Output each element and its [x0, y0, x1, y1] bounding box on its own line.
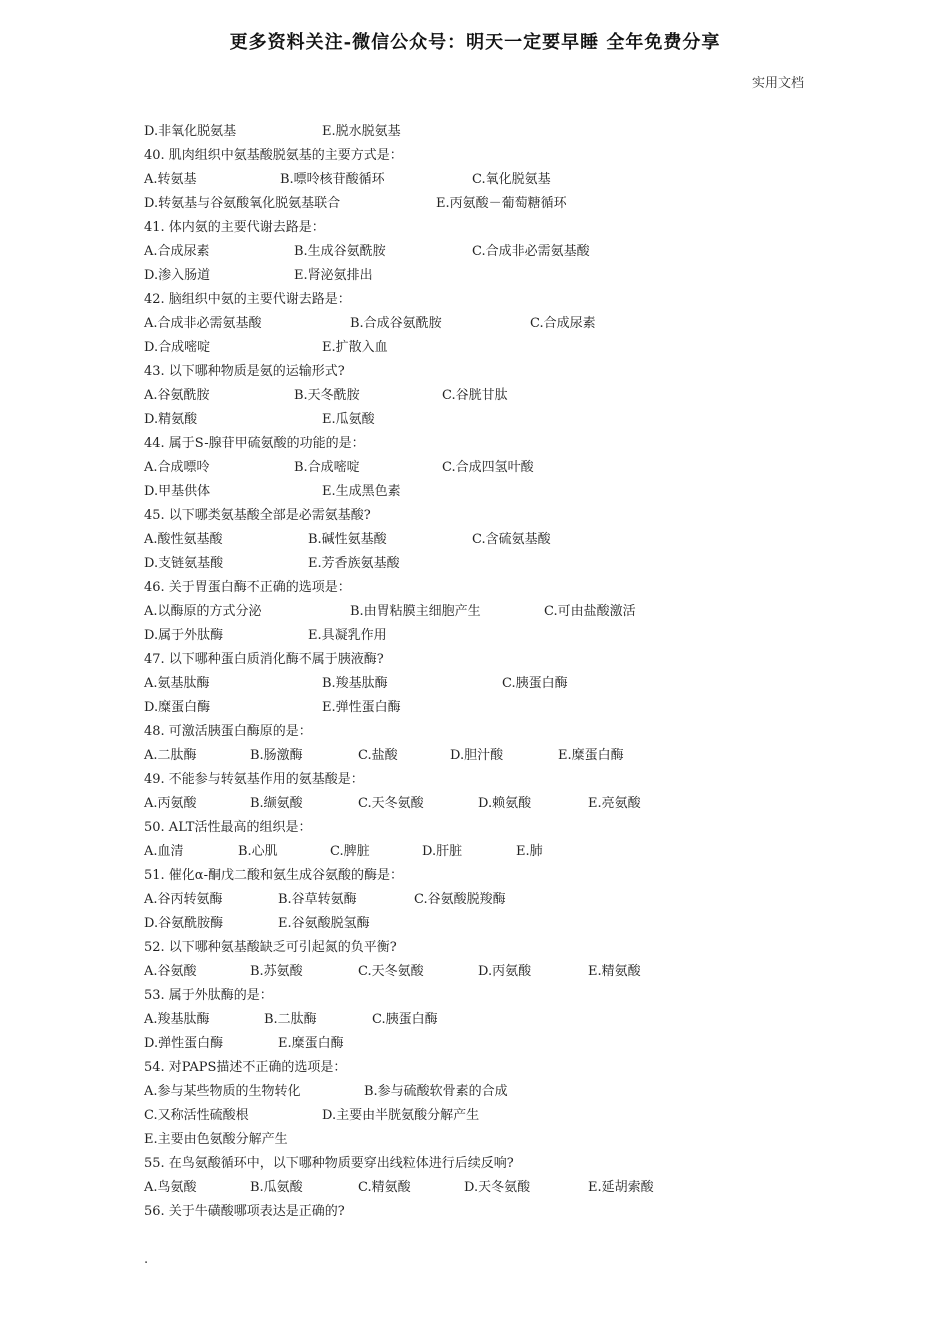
answer-option: B.碱性氨基酸 [308, 532, 387, 547]
answer-option: A.谷氨酸 [144, 964, 197, 979]
answer-option: D.糜蛋白酶 [144, 700, 211, 715]
question-text: 47. 以下哪种蛋白质消化酶不属于胰液酶? [144, 652, 384, 667]
question-line [144, 504, 824, 528]
answer-option: B.天冬酰胺 [294, 388, 360, 403]
answer-option: B.羧基肽酶 [322, 676, 388, 691]
answer-option: C.胰蛋白酶 [502, 676, 568, 691]
question-text: 48. 可激活胰蛋白酶原的是： [144, 724, 312, 739]
page-header-title: 更多资料关注-微信公众号：明天一定要早睡 全年免费分享 [229, 32, 721, 53]
question-text: 49. 不能参与转氨基作用的氨基酸是： [144, 772, 364, 787]
options-line [144, 240, 824, 264]
question-line [144, 144, 824, 168]
options-line [144, 696, 824, 720]
answer-option: D.属于外肽酶 [144, 628, 224, 643]
question-line [144, 432, 824, 456]
options-line [144, 192, 824, 216]
answer-option: B.嘌呤核苷酸循环 [280, 172, 385, 187]
answer-option: C.盐酸 [358, 748, 398, 763]
question-text: 54. 对PAPS描述不正确的选项是： [144, 1060, 347, 1075]
options-line [144, 1008, 824, 1032]
options-line [144, 744, 824, 768]
answer-option: E.精氨酸 [588, 964, 641, 979]
answer-option: A.以酶原的方式分泌 [144, 604, 262, 619]
answer-option: A.合成非必需氨基酸 [144, 316, 262, 331]
options-line [144, 840, 824, 864]
answer-option: B.谷草转氨酶 [278, 892, 357, 907]
answer-option: C.谷氨酸脱羧酶 [414, 892, 506, 907]
question-line [144, 216, 824, 240]
answer-option: B.由胃粘膜主细胞产生 [350, 604, 481, 619]
question-text: 42. 脑组织中氨的主要代谢去路是： [144, 292, 351, 307]
answer-option: D.甲基供体 [144, 484, 211, 499]
answer-option: E.丙氨酸－葡萄糖循环 [436, 196, 567, 211]
answer-option: C.合成四氢叶酸 [442, 460, 534, 475]
options-line [144, 1104, 824, 1128]
options-line [144, 408, 824, 432]
options-line [144, 792, 824, 816]
question-text: 43. 以下哪种物质是氨的运输形式? [144, 364, 345, 379]
options-line [144, 528, 824, 552]
answer-option: D.丙氨酸 [478, 964, 532, 979]
answer-option: D.天冬氨酸 [464, 1180, 531, 1195]
options-line [144, 312, 824, 336]
answer-option: D.主要由半胱氨酸分解产生 [322, 1108, 480, 1123]
answer-option: A.谷氨酰胺 [144, 388, 210, 403]
answer-option: E.弹性蛋白酶 [322, 700, 401, 715]
options-line [144, 1176, 824, 1200]
question-line [144, 1200, 824, 1224]
options-line [144, 1032, 824, 1056]
answer-option: C.合成非必需氨基酸 [472, 244, 590, 259]
question-text: 41. 体内氨的主要代谢去路是： [144, 220, 325, 235]
answer-option: C.脾脏 [330, 844, 370, 859]
options-line [144, 888, 824, 912]
answer-option: E.肺 [516, 844, 543, 859]
question-line [144, 984, 824, 1008]
document-label: 实用文档 [751, 76, 804, 91]
answer-option: E.具凝乳作用 [308, 628, 387, 643]
question-line [144, 1152, 824, 1176]
footer-mark: . [144, 1252, 149, 1267]
answer-option: B.参与硫酸软骨素的合成 [364, 1084, 508, 1099]
answer-option: D.肝脏 [422, 844, 463, 859]
answer-option: B.肠激酶 [250, 748, 303, 763]
options-line [144, 600, 824, 624]
question-text: 52. 以下哪种氨基酸缺乏可引起氮的负平衡? [144, 940, 397, 955]
options-line [144, 168, 824, 192]
question-text: 53. 属于外肽酶的是： [144, 988, 273, 1003]
answer-option: E.芳香族氨基酸 [308, 556, 400, 571]
question-text: 46. 关于胃蛋白酶不正确的选项是： [144, 580, 351, 595]
answer-option: C.天冬氨酸 [358, 964, 424, 979]
answer-option: A.转氨基 [144, 172, 197, 187]
answer-option: C.含硫氨基酸 [472, 532, 551, 547]
options-line [144, 480, 824, 504]
question-text: 50. ALT活性最高的组织是： [144, 820, 312, 835]
answer-option: D.弹性蛋白酶 [144, 1036, 224, 1051]
options-line [144, 1080, 824, 1104]
answer-option: A.合成嘌呤 [144, 460, 210, 475]
answer-option: B.缬氨酸 [250, 796, 303, 811]
answer-option: E.瓜氨酸 [322, 412, 375, 427]
question-text: 45. 以下哪类氨基酸全部是必需氨基酸? [144, 508, 371, 523]
answer-option: E.糜蛋白酶 [278, 1036, 344, 1051]
answer-option: A.二肽酶 [144, 748, 197, 763]
answer-option: E.主要由色氨酸分解产生 [144, 1132, 288, 1147]
answer-option: E.生成黑色素 [322, 484, 401, 499]
options-line [144, 384, 824, 408]
answer-option: B.瓜氨酸 [250, 1180, 303, 1195]
question-text: 40. 肌肉组织中氨基酸脱氨基的主要方式是： [144, 148, 403, 163]
answer-option: B.生成谷氨酰胺 [294, 244, 386, 259]
answer-option: D.赖氨酸 [478, 796, 532, 811]
answer-option: D.非氧化脱氨基 [144, 124, 237, 139]
answer-option: D.渗入肠道 [144, 268, 211, 283]
answer-option: A.酸性氨基酸 [144, 532, 223, 547]
answer-option: B.二肽酶 [264, 1012, 317, 1027]
question-line [144, 360, 824, 384]
question-text: 55. 在鸟氨酸循环中，以下哪种物质要穿出线粒体进行后续反响? [144, 1156, 514, 1171]
options-line [144, 120, 824, 144]
options-line [144, 264, 824, 288]
question-line [144, 816, 824, 840]
question-line [144, 720, 824, 744]
answer-option: A.鸟氨酸 [144, 1180, 197, 1195]
question-line [144, 648, 824, 672]
question-line [144, 936, 824, 960]
options-line [144, 456, 824, 480]
answer-option: E.延胡索酸 [588, 1180, 654, 1195]
options-line [144, 672, 824, 696]
options-line [144, 960, 824, 984]
question-line [144, 288, 824, 312]
answer-option: A.氨基肽酶 [144, 676, 210, 691]
options-line [144, 624, 824, 648]
question-line [144, 576, 824, 600]
answer-option: C.精氨酸 [358, 1180, 411, 1195]
options-line [144, 1128, 824, 1152]
answer-option: C.可由盐酸激活 [544, 604, 636, 619]
answer-option: D.支链氨基酸 [144, 556, 224, 571]
answer-option: A.谷丙转氨酶 [144, 892, 223, 907]
answer-option: E.谷氨酸脱氢酶 [278, 916, 370, 931]
answer-option: D.转氨基与谷氨酸氧化脱氨基联合 [144, 196, 341, 211]
answer-option: A.参与某些物质的生物转化 [144, 1084, 301, 1099]
answer-option: B.合成谷氨酰胺 [350, 316, 442, 331]
options-line [144, 912, 824, 936]
answer-option: A.血清 [144, 844, 184, 859]
question-text: 56. 关于牛磺酸哪项表达是正确的? [144, 1204, 345, 1219]
answer-option: A.合成尿素 [144, 244, 210, 259]
answer-option: B.心肌 [238, 844, 278, 859]
answer-option: D.合成嘧啶 [144, 340, 211, 355]
answer-option: C.谷胱甘肽 [442, 388, 508, 403]
answer-option: D.胆汁酸 [450, 748, 504, 763]
answer-option: C.胰蛋白酶 [372, 1012, 438, 1027]
answer-option: E.亮氨酸 [588, 796, 641, 811]
answer-option: E.糜蛋白酶 [558, 748, 624, 763]
answer-option: E.脱水脱氨基 [322, 124, 401, 139]
answer-option: C.又称活性硫酸根 [144, 1108, 249, 1123]
question-list [144, 120, 824, 1224]
answer-option: C.合成尿素 [530, 316, 596, 331]
answer-option: A.丙氨酸 [144, 796, 197, 811]
answer-option: D.谷氨酰胺酶 [144, 916, 224, 931]
answer-option: B.合成嘧啶 [294, 460, 360, 475]
question-line [144, 1056, 824, 1080]
answer-option: C.天冬氨酸 [358, 796, 424, 811]
answer-option: B.苏氨酸 [250, 964, 303, 979]
answer-option: D.精氨酸 [144, 412, 198, 427]
question-line [144, 768, 824, 792]
answer-option: E.扩散入血 [322, 340, 388, 355]
question-text: 44. 属于S-腺苷甲硫氨酸的功能的是： [144, 436, 365, 451]
question-text: 51. 催化α-酮戊二酸和氨生成谷氨酸的酶是： [144, 868, 403, 883]
answer-option: E.肾泌氨排出 [294, 268, 373, 283]
options-line [144, 336, 824, 360]
answer-option: C.氧化脱氨基 [472, 172, 551, 187]
options-line [144, 552, 824, 576]
question-line [144, 864, 824, 888]
answer-option: A.羧基肽酶 [144, 1012, 210, 1027]
